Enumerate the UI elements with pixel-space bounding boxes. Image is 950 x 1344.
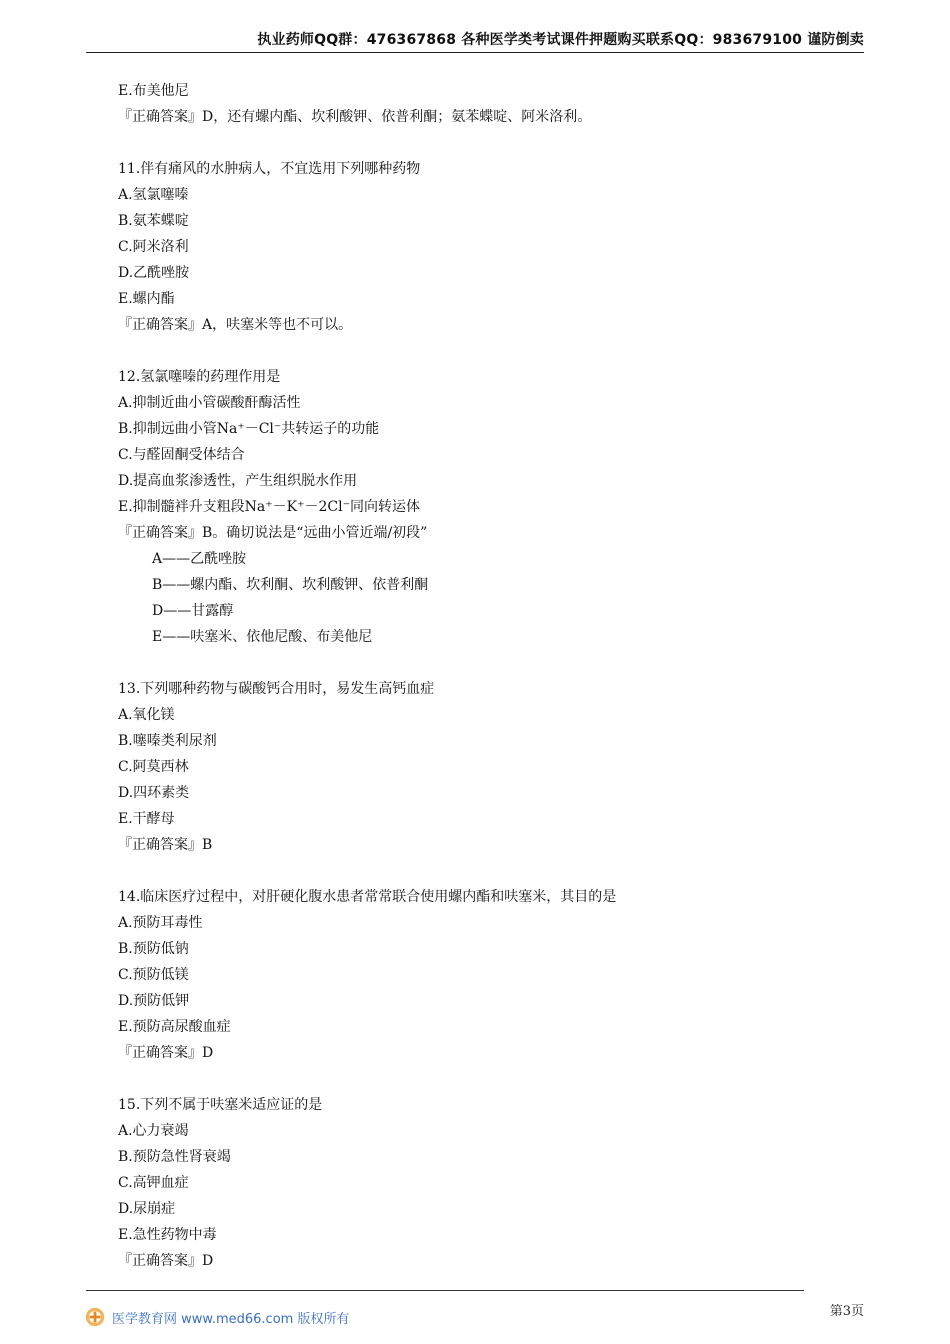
answer-line: 『正确答案』A，呋塞米等也不可以。 xyxy=(118,317,353,333)
option-e: E.螺内酯 xyxy=(118,291,175,307)
option-c: C.阿莫西林 xyxy=(118,759,189,775)
header-text: 执业药师QQ群：476367868 各种医学类考试课件押题购买联系QQ：983679100 谨防倒卖 xyxy=(257,32,864,48)
question-block-14 xyxy=(118,884,838,1066)
answer-line: 『正确答案』D xyxy=(118,1253,214,1269)
option-b: B.噻嗪类利尿剂 xyxy=(118,733,217,749)
note-line: E——呋塞米、依他尼酸、布美他尼 xyxy=(152,629,373,645)
footer-divider xyxy=(86,1290,804,1291)
answer-line: 『正确答案』B xyxy=(118,837,213,853)
option-a: A.预防耳毒性 xyxy=(118,915,203,931)
question-block-15 xyxy=(118,1092,838,1274)
med66-logo-icon xyxy=(84,1306,106,1328)
note-line: B——螺内酯、坎利酮、坎利酸钾、依普利酮 xyxy=(152,577,429,593)
footer-logo[interactable] xyxy=(84,1305,349,1329)
option-e: E.干酵母 xyxy=(118,811,175,827)
document-body xyxy=(118,78,838,1274)
option-e: E.抑制髓袢升支粗段Na⁺－K⁺－2Cl⁻同向转运体 xyxy=(118,499,420,515)
question-text: 15.下列不属于呋塞米适应证的是 xyxy=(118,1097,323,1113)
option-e: E.急性药物中毒 xyxy=(118,1227,217,1243)
option-d: D.乙酰唑胺 xyxy=(118,265,190,281)
option-line: E.布美他尼 xyxy=(118,83,189,99)
question-block-13 xyxy=(118,676,838,858)
page-number: 第3页 xyxy=(829,1304,864,1319)
question-text: 14.临床医疗过程中，对肝硬化腹水患者常常联合使用螺内酯和呋塞米，其目的是 xyxy=(118,889,617,905)
option-e: E.预防高尿酸血症 xyxy=(118,1019,231,1035)
option-d: D.预防低钾 xyxy=(118,993,190,1009)
question-text: 12.氢氯噻嗪的药理作用是 xyxy=(118,369,281,385)
option-c: C.阿米洛利 xyxy=(118,239,189,255)
option-c: C.预防低镁 xyxy=(118,967,189,983)
question-block-11 xyxy=(118,156,838,338)
answer-line: 『正确答案』D，还有螺内酯、坎利酸钾、依普利酮；氨苯蝶啶、阿米洛利。 xyxy=(118,109,592,125)
option-a: A.心力衰竭 xyxy=(118,1123,189,1139)
option-b: B.氨苯蝶啶 xyxy=(118,213,189,229)
option-b: B.预防低钠 xyxy=(118,941,189,957)
option-d: D.尿崩症 xyxy=(118,1201,176,1217)
question-block-12 xyxy=(118,364,838,650)
note-line: D——甘露醇 xyxy=(152,603,234,619)
option-b: B.预防急性肾衰竭 xyxy=(118,1149,231,1165)
question-text: 11.伴有痛风的水肿病人，不宜选用下列哪种药物 xyxy=(118,161,421,177)
answer-line: 『正确答案』B。确切说法是“远曲小管近端/初段” xyxy=(118,525,428,541)
answer-line: 『正确答案』D xyxy=(118,1045,214,1061)
option-b: B.抑制远曲小管Na⁺－Cl⁻共转运子的功能 xyxy=(118,421,380,437)
page-header xyxy=(86,30,864,53)
option-d: D.四环素类 xyxy=(118,785,190,801)
option-c: C.高钾血症 xyxy=(118,1175,189,1191)
option-a: A.氢氯噻嗪 xyxy=(118,187,189,203)
footer-logo-text[interactable]: 医学教育网 www.med66.com 版权所有 xyxy=(112,1311,350,1327)
note-line: A——乙酰唑胺 xyxy=(152,551,247,567)
option-d: D.提高血浆渗透性，产生组织脱水作用 xyxy=(118,473,358,489)
option-a: A.抑制近曲小管碳酸酐酶活性 xyxy=(118,395,301,411)
option-a: A.氧化镁 xyxy=(118,707,175,723)
option-c: C.与醛固酮受体结合 xyxy=(118,447,245,463)
question-text: 13.下列哪种药物与碳酸钙合用时，易发生高钙血症 xyxy=(118,681,435,697)
